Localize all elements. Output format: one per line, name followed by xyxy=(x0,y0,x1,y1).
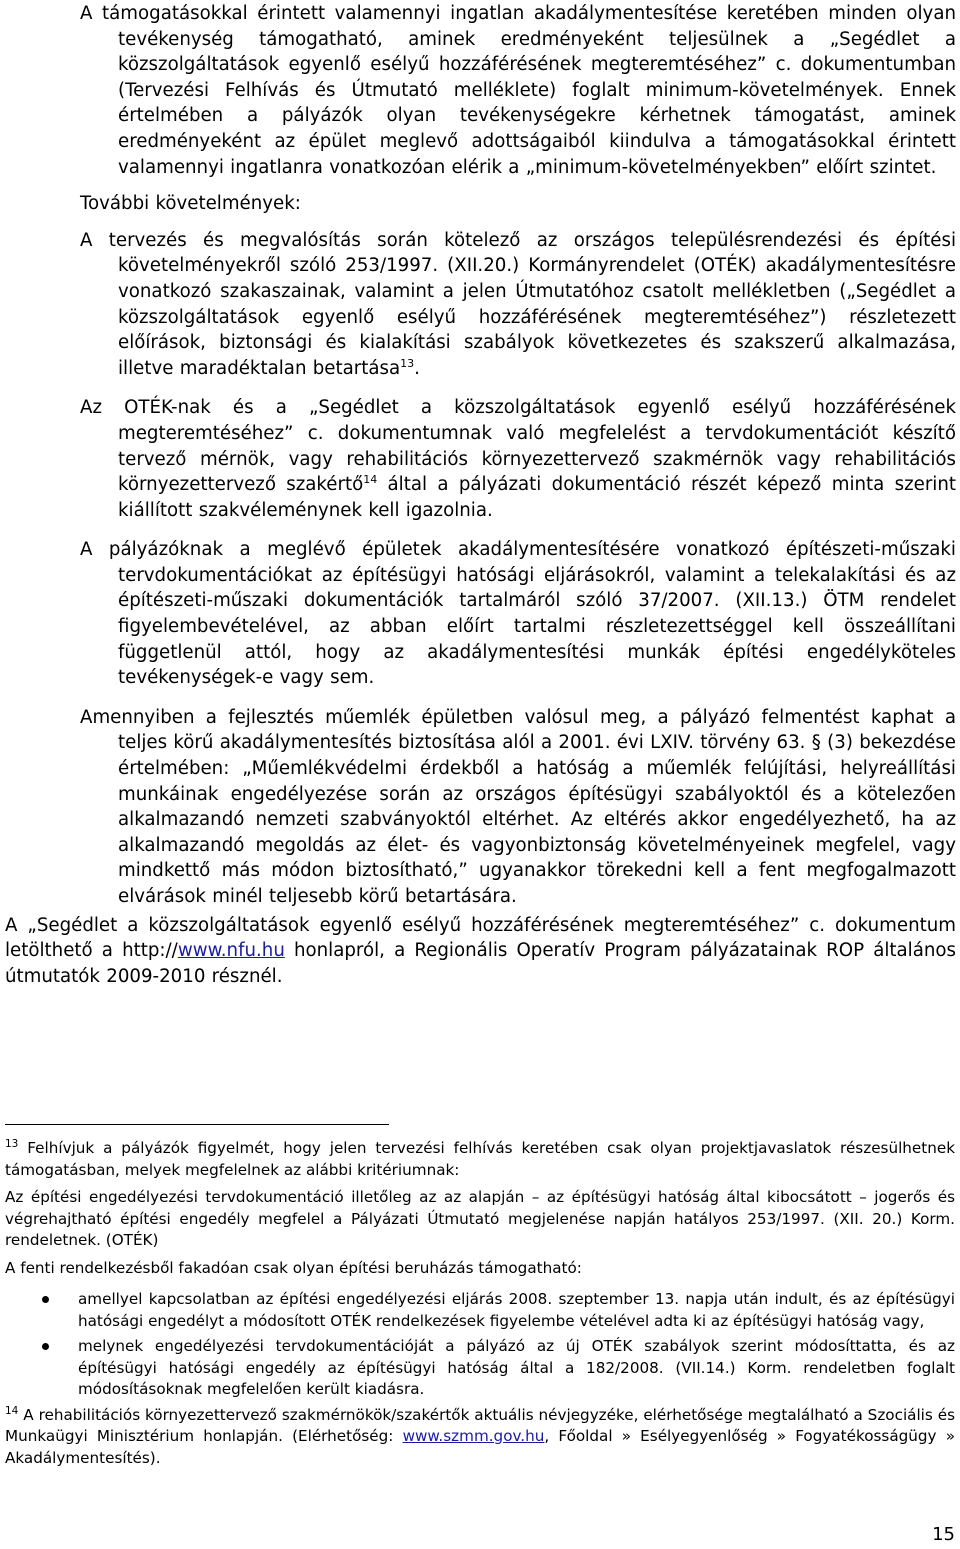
footnote-13-paragraph-3: A fenti rendelkezésből fakadóan csak olyan építési beruházás támogatható: xyxy=(5,1258,582,1277)
footnote-ref-13[interactable]: 13 xyxy=(400,356,415,370)
footnote-14-text-a: A rehabilitációs környezettervező szakmérnökök/szakértők aktuális névjegyzéke, elérhetősége megtalálható a Szociális és Munkaügyi Minisztérium honlapján. (Elérhetőség: xyxy=(5,1405,955,1445)
p7-text-a: A „Segédlet a közszolgáltatások egyenlő esélyű hozzáférésének megteremtéséhez” c. dokumentum letölthető a http:// xyxy=(5,914,956,962)
footnote-separator xyxy=(5,1124,389,1125)
list-item-text: amellyel kapcsolatban az építési engedélyezési eljárás 2008. szeptember 13. napja után indult, és az építésügyi hatósági engedélyt a módosított OTÉK rendelkezések figyelembe vételével adta ki az építésügyi hatóság vagy, xyxy=(78,1290,955,1330)
footnote-13-mark: 13 xyxy=(5,1137,19,1150)
paragraph-expert-opinion xyxy=(0,395,960,523)
p3-end: . xyxy=(414,357,420,379)
paragraph-technical-documentation: A pályázóknak a meglévő épületek akadálymentesítésére vonatkozó építészeti-műszaki tervdokumentációkat az építésügyi hatósági eljárásokról, valamint a telekalakítási és az építészeti-műszaki dokumentációk tartalmáról szóló 37/2007. (XII.13.) ÖTM rendelet figyelembevételével, az abban előírt tartalmi részletezettséggel kell összeállítani függetlenül attól, hogy az akadálymentesítési munkák építési engedélyköteles tevékenységek-e vagy sem. xyxy=(80,539,956,689)
p7-text-b: honlapról, a Regionális Operatív Program pályázatainak ROP általános útmutatók 2009-2010 résznél. xyxy=(5,940,956,987)
footnote-14 xyxy=(0,1405,960,1470)
page-number: 15 xyxy=(932,1524,955,1545)
bullet-icon xyxy=(42,1343,49,1350)
footnotes xyxy=(0,1138,960,1469)
footnote-ref-14[interactable]: 14 xyxy=(363,473,378,487)
bullet-icon xyxy=(42,1296,49,1303)
paragraph-eligible-activities: A támogatásokkal érintett valamennyi ingatlan akadálymentesítése keretében minden olyan tevékenység támogatható, aminek eredményeként teljesülnek a „Segédlet a közszolgáltatások egyenlő esélyű hozzáférésének megteremtéséhez” c. dokumentumban (Tervezési Felhívás és Útmutató melléklete) foglalt minimum-követelmények. Ennek értelmében a pályázók olyan tevékenységekre kérhetnek támogatást, aminek eredményeként az épület meglevő adottságaiból kiindulva a támogatásokkal érintett valamennyi ingatlanra vonatkozóan elérik a „minimum-követelményekben” előírt szintet. xyxy=(80,3,956,178)
paragraph-further-requirements-heading: További követelmények: xyxy=(80,193,301,215)
p4-end: által a pályázati dokumentáció részét képező minta szerint kiállított szakvéleménynek kell igazolnia. xyxy=(118,474,957,521)
list-item-text: melynek engedélyezési tervdokumentációját a pályázó az új OTÉK szabályok szerint módosíttatta, és az építésügyi hatósági engedély az építésügyi hatóság által a 182/2008. (VII.14.) Korm. rendeletben foglalt módosításoknak megfelelően került kiadásra. xyxy=(78,1337,955,1398)
nfu-link[interactable]: www.nfu.hu xyxy=(177,940,285,962)
szmm-link[interactable]: www.szmm.gov.hu xyxy=(402,1427,545,1445)
paragraph-download-info xyxy=(0,913,960,990)
paragraph-monument-exemption: Amennyiben a fejlesztés műemlék épületben valósul meg, a pályázó felmentést kaphat a teljes körű akadálymentesítés biztosítása alól a 2001. évi LXIV. törvény 63. § (3) bekezdése értelmében: „Műemlékvédelmi érdekből a hatóság a műemlék felújítási, helyreállítási munkáinak engedélyezése során az országos építésügyi szabályoktól és a kötelezően alkalmazandó nemzeti szabványoktól eltérhet. Az eltérés akkor engedélyezhető, ha az alkalmazandó megoldás az élet- és vagyonbiztonság követelményeinek megfelel, vagy mindkettő más módon biztosítható,” ugyanakkor törekedni kell a fent megfogalmazott elvárások minél teljesebb körű betartására. xyxy=(80,706,956,907)
list-item xyxy=(0,1336,960,1401)
p3-text: A tervezés és megvalósítás során kötelező az országos településrendezési és építési követelményekről szóló 253/1997. (XII.20.) Kormányrendelet (OTÉK) akadálymentesítésre vonatkozó szakaszainak, valamint a jelen Útmutatóhoz csatolt mellékletben („Segédlet a közszolgáltatások egyenlő esélyű hozzáférésének megteremtéséhez”) részletezett előírások, biztonsági és kialakítási szabályok következetes és szakszerű alkalmazása, illetve maradéktalan betartása xyxy=(80,229,956,379)
p4-text: Az OTÉK-nak és a „Segédlet a közszolgáltatások egyenlő esélyű hozzáférésének megteremtéséhez” c. dokumentumnak való megfelelést a tervdokumentációt készítő tervező mérnök, vagy rehabilitációs környezettervező szakmérnök vagy rehabilitációs környezettervező szakértő xyxy=(80,397,956,496)
footnote-14-text-b: , Főoldal » Esélyegyenlőség » Fogyatékosságügy » Akadálymentesítés). xyxy=(5,1427,955,1467)
paragraph-otek-requirements xyxy=(0,228,960,382)
footnote-13-paragraph-2: Az építési engedélyezési tervdokumentáció illetőleg az az alapján – az építésügyi hatóság által kibocsátott – jogerős és végrehajtható építési engedély megfelel a Pályázati Útmutató megjelenése napján hatályos 253/1997. (XII. 20.) Korm. rendeletnek. (OTÉK) xyxy=(5,1188,955,1249)
footnote-14-mark: 14 xyxy=(5,1404,19,1417)
footnote-13-intro xyxy=(0,1138,960,1181)
main-text xyxy=(0,1,960,989)
footnote-13-bullet-list xyxy=(0,1289,960,1401)
list-item xyxy=(0,1289,960,1332)
footnote-13-intro-text: Felhívjuk a pályázók figyelmét, hogy jelen tervezési felhívás keretében csak olyan projektjavaslatok részesülhetnek támogatásban, melyek megfelelnek az alábbi kritériumnak: xyxy=(5,1139,955,1179)
